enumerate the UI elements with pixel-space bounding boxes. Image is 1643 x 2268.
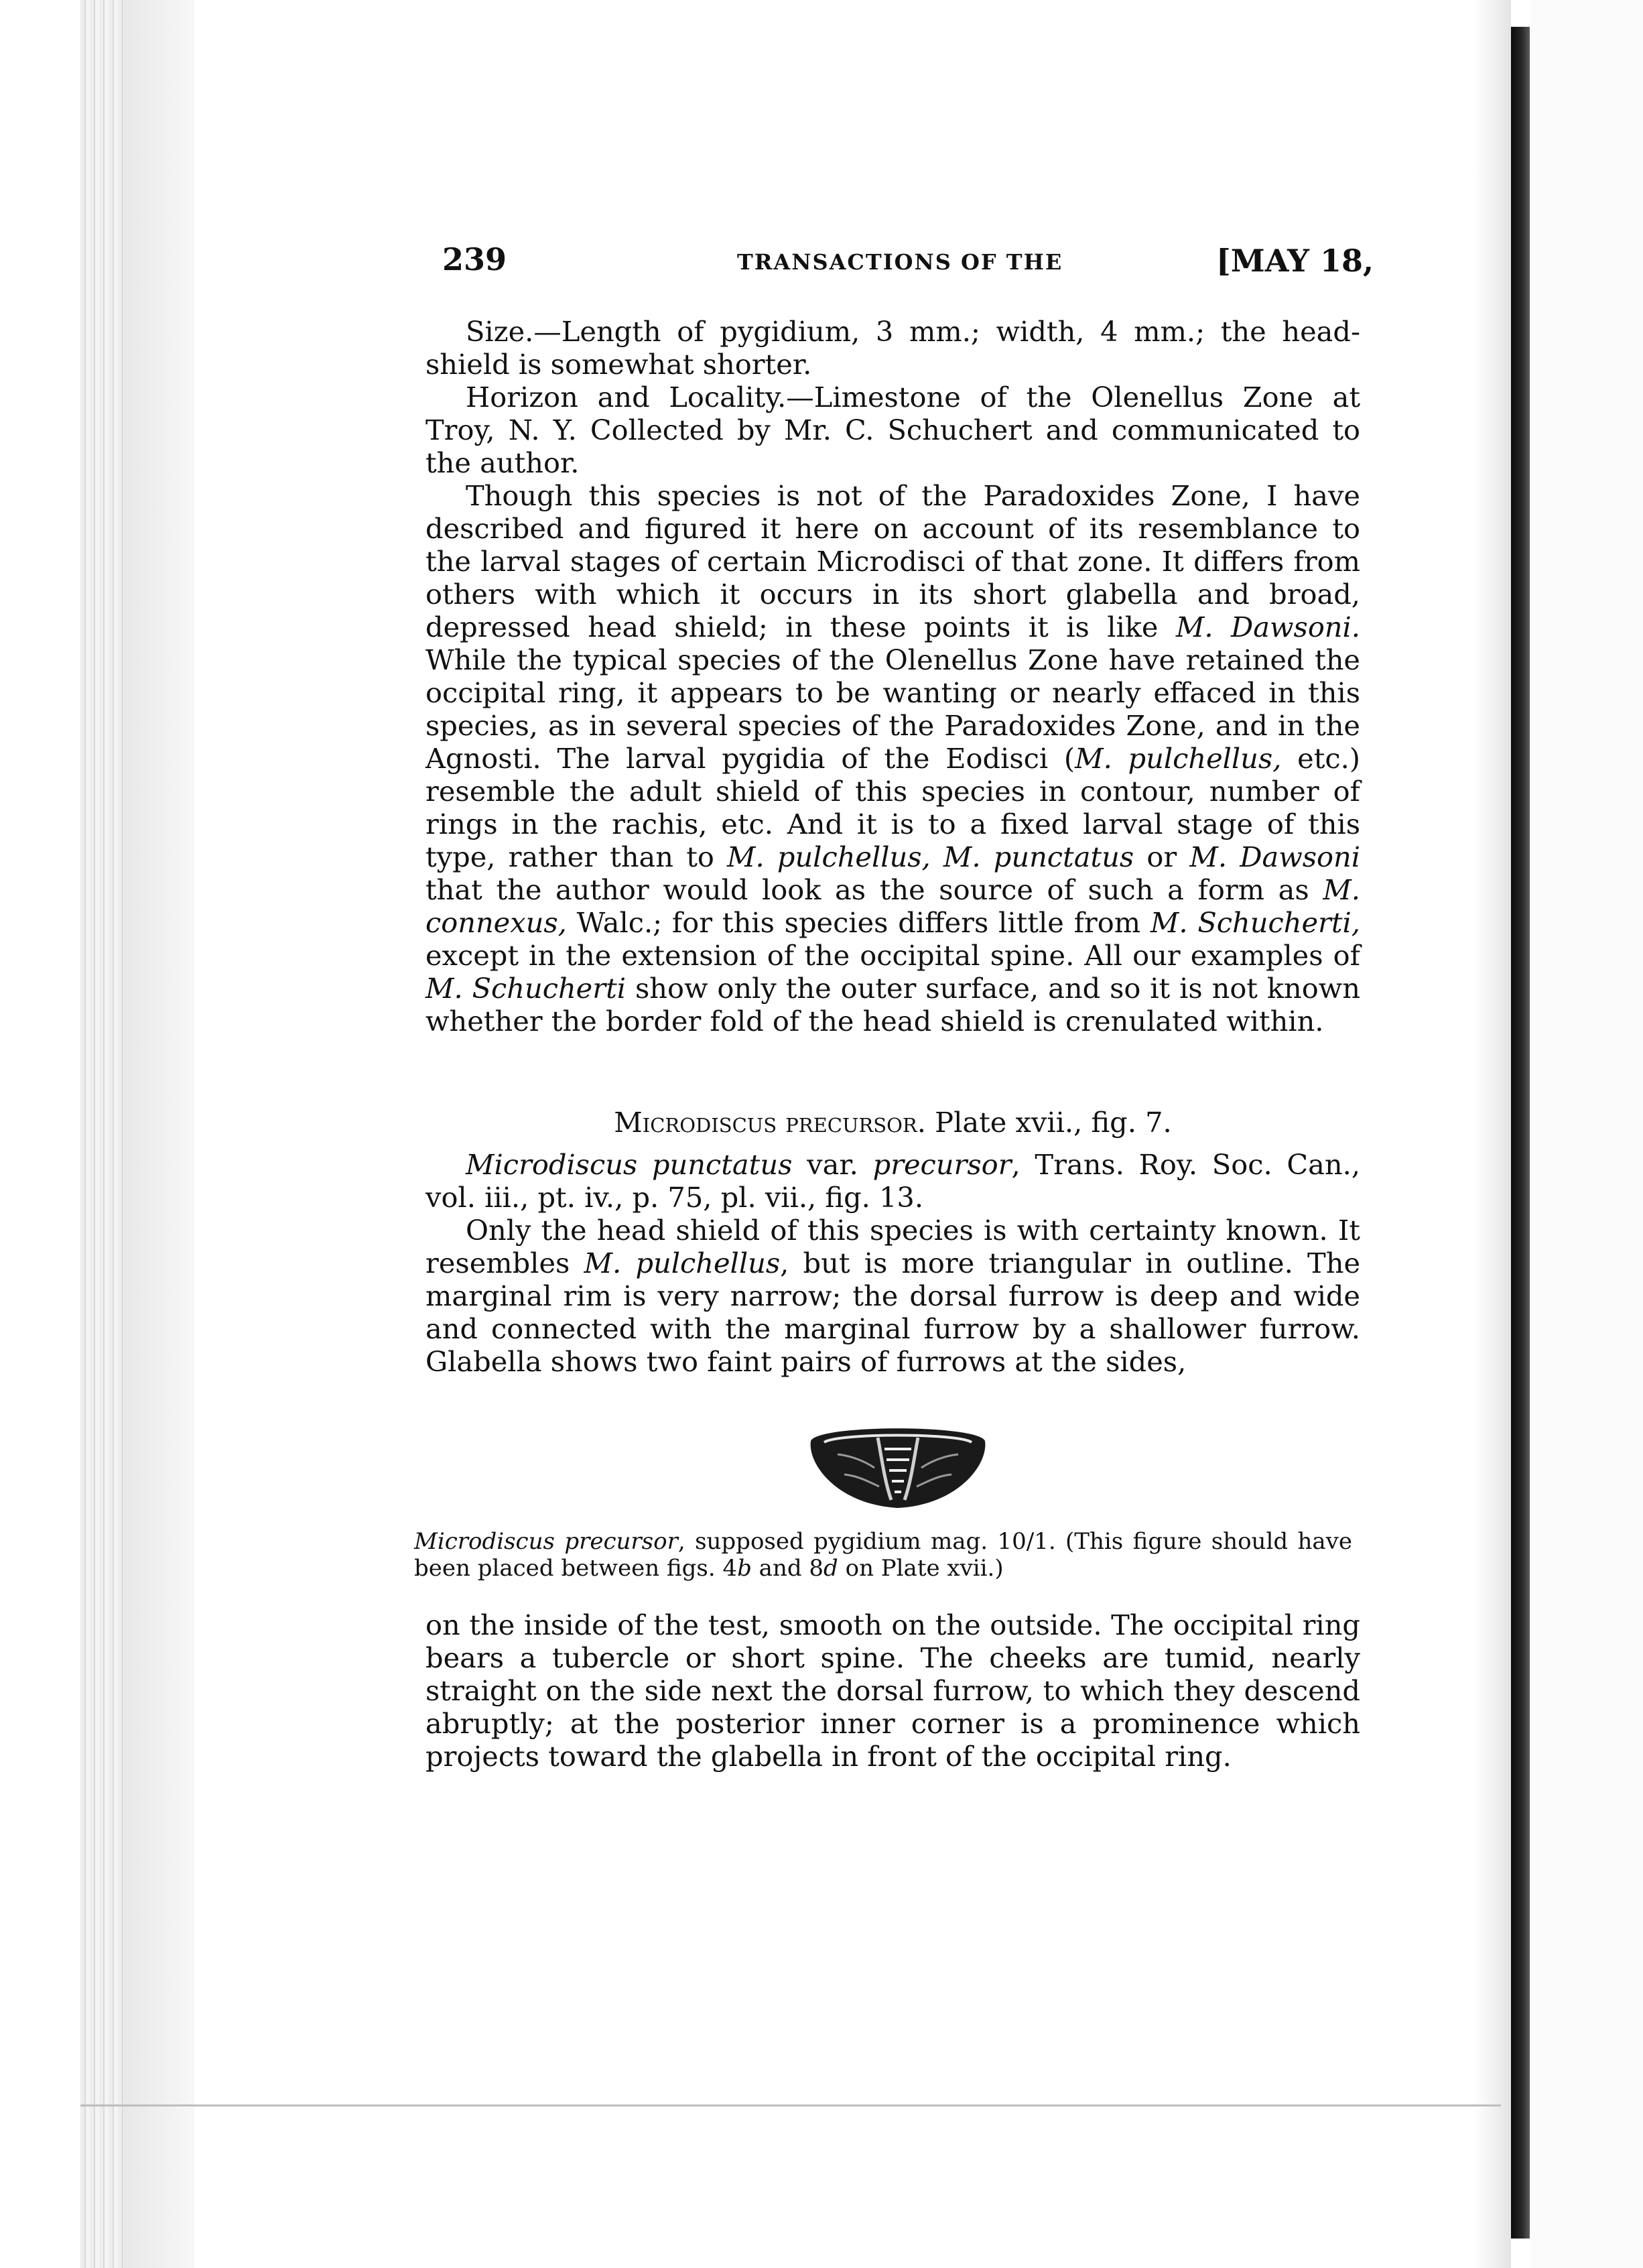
species-name: Microdiscus precursor. bbox=[614, 1106, 926, 1139]
species-ref: precursor bbox=[872, 1148, 1012, 1181]
page-number: 239 bbox=[442, 241, 507, 277]
caption-fig-letter: d bbox=[824, 1555, 838, 1582]
trilobite-pygidium-icon bbox=[797, 1414, 998, 1515]
scan-bottom-edge bbox=[80, 2104, 1501, 2106]
text-block-species bbox=[425, 1086, 1360, 1378]
species-ref: M. punctatus bbox=[943, 840, 1134, 873]
discussion-text: that the author would look as the source of such a form as bbox=[425, 873, 1323, 906]
book-spine bbox=[1511, 27, 1530, 2239]
caption-species: Microdiscus precursor bbox=[414, 1528, 678, 1555]
pygidium-figure bbox=[797, 1414, 998, 1515]
discussion-text: or bbox=[1134, 840, 1190, 873]
species-ref: M. Dawsoni bbox=[1189, 840, 1361, 873]
discussion-text: While the typical species of the Olenellus Zone have retained the occipital ring, it appears to be wanting or nearly effaced in this species, as in several species of the Paradoxides Zone, and in the Agnosti. The larval pygidia of the Eodisci ( bbox=[425, 643, 1360, 775]
size-text: —Length of pygidium, 3 mm.; width, 4 mm.; the head-shield is somewhat shorter. bbox=[425, 315, 1360, 381]
synonymy-text: var. bbox=[792, 1148, 873, 1181]
discussion-text: show only the outer surface, and so it is not known whether the border fold of the head shield is crenulated within. bbox=[425, 972, 1361, 1037]
caption-fig-letter: b bbox=[737, 1555, 752, 1582]
caption-text: and 8 bbox=[751, 1555, 824, 1582]
caption-text: . (This figure should have been placed between figs. 4 bbox=[414, 1528, 1352, 1582]
running-title: TRANSACTIONS OF THE bbox=[737, 249, 1063, 275]
horizon-text: —Limestone of the Olenellus Zone at Troy, N. Y. Collected by Mr. C. Schuchert and communicated to the author. bbox=[425, 381, 1360, 479]
species-ref: M. Schucherti, bbox=[1150, 906, 1360, 939]
paragraph-description-1 bbox=[425, 1214, 1360, 1378]
species-ref: M. pulchellus, bbox=[1075, 742, 1282, 775]
discussion-text: etc.) resemble the adult shield of this species in contour, number of rings in the rachis, etc. And it is to a fixed larval stage of this type, rather than to bbox=[425, 742, 1361, 873]
paragraph-description-2: on the inside of the test, smooth on the outside. The occipital ring bears a tubercle or short spine. The cheeks are tumid, nearly straight on the side next the dorsal furrow, to which they descend abruptly; at the posterior inner corner is a prominence which projects toward the glabella in front of the occipital ring. bbox=[425, 1609, 1360, 1773]
species-ref: Microdiscus punctatus bbox=[466, 1148, 793, 1181]
species-ref: M. Schucherti bbox=[425, 972, 627, 1005]
caption-magnification: 10/1 bbox=[997, 1528, 1049, 1555]
discussion-text: Though this species is not of the Paradoxides Zone, I have described and figured it here on account of its resemblance to the larval stages of certain Microdisci of that zone. It differs from others with which it occurs in its short glabella and broad, depressed head shield; in these points it is like bbox=[425, 479, 1360, 643]
discussion-text bbox=[931, 840, 943, 873]
caption-text: , supposed pygidium mag. bbox=[677, 1528, 998, 1555]
figure-caption bbox=[414, 1528, 1352, 1582]
synonymy-text: , Trans. Roy. Soc. Can., vol. iii., pt. iv., p. 75, pl. vii., fig. 13. bbox=[425, 1148, 1361, 1214]
description-text: Only the head shield of this species is with certainty known. It resembles bbox=[425, 1214, 1360, 1279]
horizon-label: Horizon and Locality. bbox=[466, 381, 787, 414]
text-block-upper bbox=[425, 315, 1360, 1037]
species-plate: Plate xvii., fig. 7. bbox=[935, 1106, 1172, 1139]
running-date: [MAY 18, bbox=[1216, 243, 1374, 279]
species-ref: M. pulchellus, bbox=[727, 840, 931, 873]
species-ref: M. pulchellus bbox=[584, 1247, 781, 1279]
gutter-shadow bbox=[1474, 0, 1511, 2268]
paragraph-synonymy bbox=[425, 1148, 1360, 1214]
species-ref: M. Dawsoni. bbox=[1175, 611, 1360, 643]
paragraph-horizon bbox=[425, 381, 1360, 479]
discussion-text: Walc.; for this species differs little from bbox=[566, 906, 1151, 939]
species-heading bbox=[425, 1106, 1360, 1139]
page-edge-shading bbox=[124, 0, 194, 2268]
text-block-lower bbox=[425, 1609, 1360, 1773]
caption-text: on Plate xvii.) bbox=[838, 1555, 1004, 1582]
size-label: Size. bbox=[466, 315, 534, 348]
description-text: , but is more triangular in outline. The marginal rim is very narrow; the dorsal furrow is deep and wide and connected with the marginal furrow by a shallower furrow. Glabella shows two faint pairs of furrows at the sides, bbox=[425, 1247, 1361, 1378]
discussion-text: except in the extension of the occipital spine. All our examples of bbox=[425, 939, 1360, 972]
facing-page-edge bbox=[1530, 0, 1643, 2268]
running-head bbox=[442, 241, 1374, 288]
species-ref: M. connexus, bbox=[425, 873, 1360, 939]
paragraph-size bbox=[425, 315, 1360, 381]
paragraph-discussion bbox=[425, 479, 1360, 1037]
